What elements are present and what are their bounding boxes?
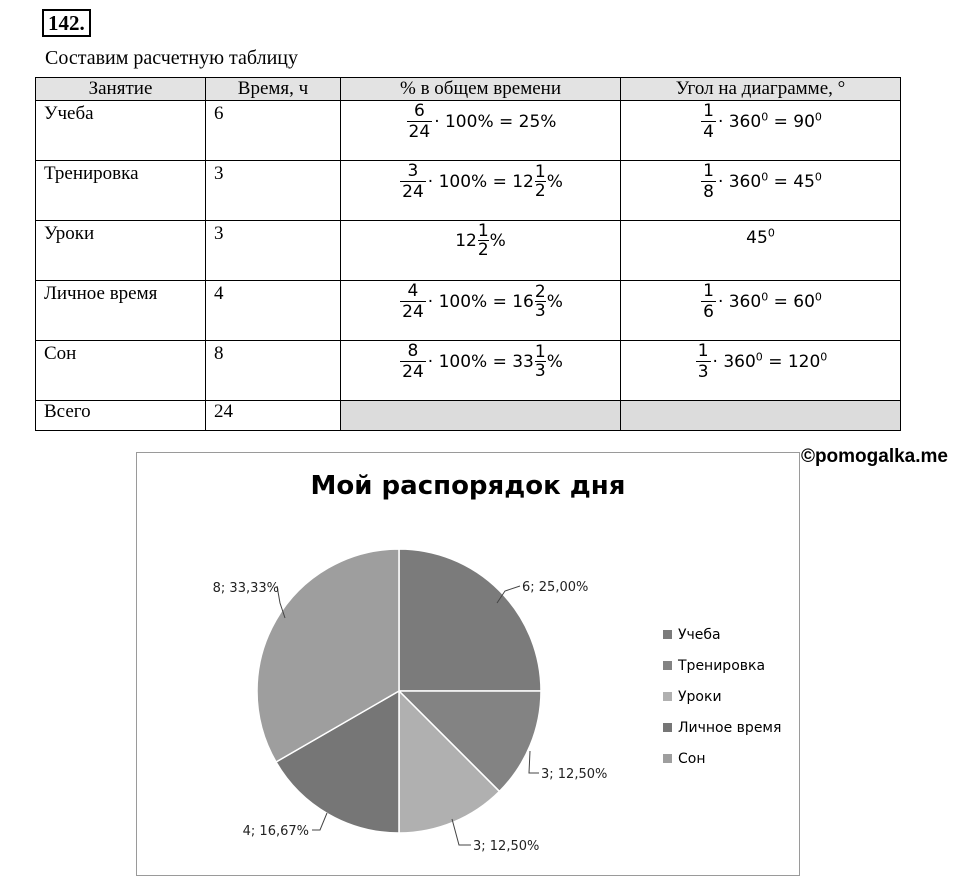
cell-percent: $\frac{6}{24}$ · 100% = 25% [341, 101, 621, 161]
table-header-row [36, 78, 901, 101]
table-row [36, 221, 901, 281]
fraction: $\frac{4}{24}$ [402, 281, 424, 322]
table-row [36, 101, 901, 161]
mixed-fraction: $\frac{1}{3}$ [534, 342, 546, 381]
slice-data-label: 3; 12,50% [541, 767, 608, 782]
mixed-fraction: $\frac{1}{2}$ [477, 221, 489, 260]
slice-data-label: 4; 16,67% [242, 824, 309, 839]
calculation-table [35, 77, 901, 431]
legend-item [663, 681, 781, 712]
table-row [36, 161, 901, 221]
cell-hours: 3 [206, 221, 341, 281]
legend-swatch [663, 723, 672, 732]
fraction: $\frac{1}{6}$ [703, 281, 714, 322]
fraction: $\frac{3}{24}$ [402, 161, 424, 202]
legend-swatch [663, 692, 672, 701]
cell-activity: Уроки [36, 221, 206, 281]
table-row [36, 281, 901, 341]
watermark: ©pomogalka.me [800, 446, 948, 467]
fraction: $\frac{8}{24}$ [402, 341, 424, 382]
intro-text: Составим расчетную таблицу [45, 47, 298, 69]
cell-activity: Тренировка [36, 161, 206, 221]
legend-item [663, 743, 781, 774]
slice-data-label: 6; 25,00% [522, 580, 589, 595]
fraction: $\frac{1}{8}$ [703, 161, 714, 202]
header-hours: Время, ч [206, 78, 341, 101]
cell-total-label: Всего [36, 401, 206, 431]
cell-angle: $\frac{1}{3}$ · $360^0 = 120^0$ [621, 341, 901, 401]
cell-hours: 6 [206, 101, 341, 161]
mixed-fraction: $\frac{1}{2}$ [534, 162, 546, 201]
cell-percent: 12 $\frac{1}{2}$ % [341, 221, 621, 281]
legend-swatch [663, 630, 672, 639]
legend-item [663, 712, 781, 743]
table-total-row [36, 401, 901, 431]
fraction: $\frac{1}{3}$ [697, 341, 709, 382]
problem-number: 142. [42, 9, 91, 37]
header-activity: Занятие [36, 78, 206, 101]
cell-angle: $\frac{1}{4}$ · $360^0 = 90^0$ [621, 101, 901, 161]
header-angle: Угол на диаграмме, ° [621, 78, 901, 101]
mixed-fraction: $\frac{2}{3}$ [534, 282, 546, 321]
legend-item [663, 650, 781, 681]
cell-empty [341, 401, 621, 431]
cell-angle: $\frac{1}{6}$ · $360^0 = 60^0$ [621, 281, 901, 341]
cell-activity: Личное время [36, 281, 206, 341]
header-percent: % в общем времени [341, 78, 621, 101]
legend-item [663, 619, 781, 650]
legend-label: Сон [678, 750, 706, 767]
leader-line [452, 819, 471, 845]
cell-hours: 8 [206, 341, 341, 401]
chart-legend [663, 619, 781, 774]
pie-slice [399, 549, 541, 691]
cell-hours: 4 [206, 281, 341, 341]
table-row [36, 341, 901, 401]
legend-swatch [663, 754, 672, 763]
chart-title: Мой распорядок дня [310, 471, 626, 501]
cell-activity: Учеба [36, 101, 206, 161]
cell-activity: Сон [36, 341, 206, 401]
legend-label: Тренировка [678, 657, 766, 674]
cell-angle: $\frac{1}{8}$ · $360^0 = 45^0$ [621, 161, 901, 221]
leader-line [529, 751, 539, 773]
fraction: $\frac{6}{24}$ [408, 101, 431, 142]
legend-label: Учеба [678, 626, 721, 643]
slice-data-label: 8; 33,33% [212, 581, 279, 596]
cell-hours: 3 [206, 161, 341, 221]
legend-label: Уроки [678, 688, 722, 705]
cell-total-hours: 24 [206, 401, 341, 431]
fraction: $\frac{1}{4}$ [703, 101, 714, 142]
legend-label: Личное время [678, 719, 782, 736]
cell-percent: $\frac{8}{24}$ · 100% = 33 $\frac{1}{3}$ % [341, 341, 621, 401]
cell-percent: $\frac{4}{24}$ · 100% = 16 $\frac{2}{3}$ % [341, 281, 621, 341]
slice-data-label: 3; 12,50% [473, 839, 540, 854]
cell-percent: $\frac{3}{24}$ · 100% = 12 $\frac{1}{2}$ % [341, 161, 621, 221]
pie-chart [136, 452, 800, 876]
leader-line [312, 813, 327, 830]
legend-swatch [663, 661, 672, 670]
cell-empty [621, 401, 901, 431]
cell-angle: $45^0$ [621, 221, 901, 281]
